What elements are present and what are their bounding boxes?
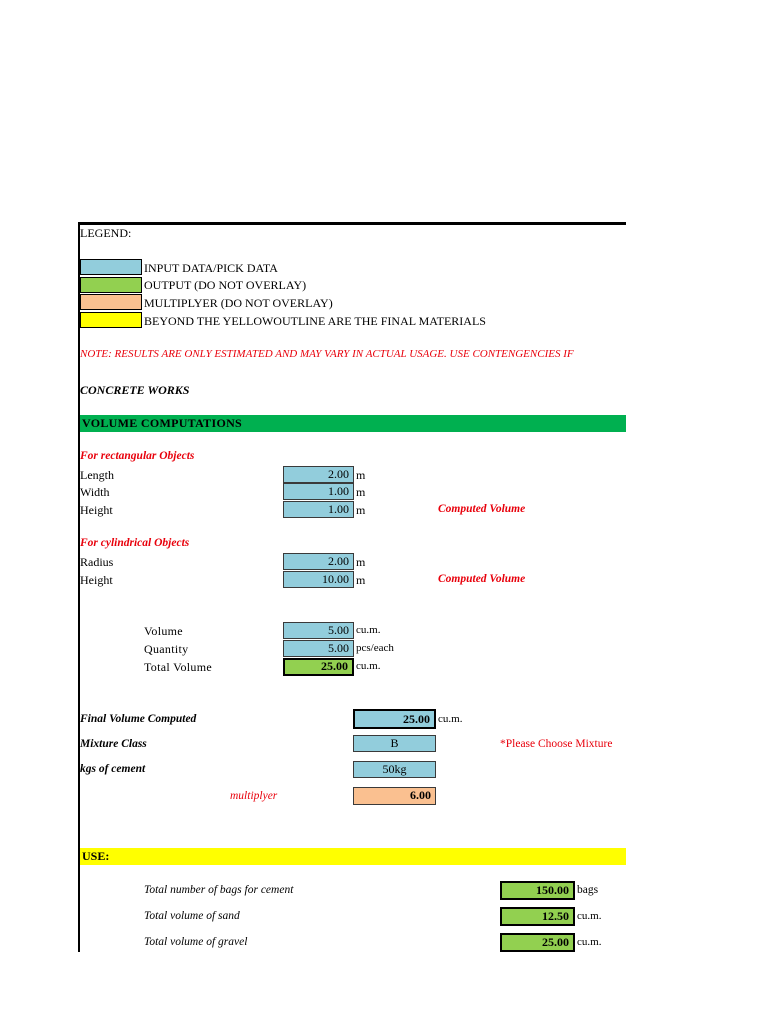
cyl-height-label: Height xyxy=(80,573,113,587)
rect-length-unit: m xyxy=(356,468,366,482)
rect-length-label: Length xyxy=(80,468,114,482)
result-gravel-label: Total volume of gravel xyxy=(144,936,248,948)
section-title: CONCRETE WORKS xyxy=(80,383,190,397)
volume-input[interactable]: 5.00 xyxy=(283,622,354,639)
result-cement-label: Total number of bags for cement xyxy=(144,884,294,896)
result-cement-output: 150.00 xyxy=(500,881,575,900)
rect-height-unit: m xyxy=(356,503,366,517)
rect-width-input[interactable]: 1.00 xyxy=(283,483,354,500)
rect-width-label: Width xyxy=(80,485,110,499)
legend-swatch-output xyxy=(80,277,142,293)
rect-height-input[interactable]: 1.00 xyxy=(283,501,354,518)
multiplyer-label: multiplyer xyxy=(230,790,278,802)
legend-label-output: OUTPUT (DO NOT OVERLAY) xyxy=(144,278,307,292)
cement-kgs-label: kgs of cement xyxy=(80,763,146,775)
quantity-unit: pcs/each xyxy=(356,642,394,654)
volume-unit: cu.m. xyxy=(356,624,381,636)
result-gravel-unit: cu.m. xyxy=(577,936,602,948)
result-sand-unit: cu.m. xyxy=(577,910,602,922)
result-gravel-output: 25.00 xyxy=(500,933,575,952)
quantity-input[interactable]: 5.00 xyxy=(283,640,354,657)
legend-label-multiplyer: MULTIPLYER (DO NOT OVERLAY) xyxy=(144,296,333,310)
mixture-class-select[interactable]: B xyxy=(353,735,436,752)
rect-computed-volume-label: Computed Volume xyxy=(438,503,526,515)
legend-label-final: BEYOND THE YELLOWOUTLINE ARE THE FINAL MATERIALS xyxy=(144,314,486,328)
cyl-radius-label: Radius xyxy=(80,555,114,569)
mixture-hint: *Please Choose Mixture xyxy=(500,738,613,750)
use-band xyxy=(80,848,626,865)
rect-height-label: Height xyxy=(80,503,113,517)
rect-length-input[interactable]: 2.00 xyxy=(283,466,354,483)
rect-heading: For rectangular Objects xyxy=(80,450,195,462)
cyl-radius-input[interactable]: 2.00 xyxy=(283,553,354,570)
sheet-top-border xyxy=(78,222,626,225)
legend-title: LEGEND: xyxy=(80,226,132,240)
volume-label: Volume xyxy=(144,624,183,638)
cyl-computed-volume-label: Computed Volume xyxy=(438,573,526,585)
cyl-heading: For cylindrical Objects xyxy=(80,537,190,549)
legend-label-input: INPUT DATA/PICK DATA xyxy=(144,261,278,275)
final-volume-output: 25.00 xyxy=(353,709,436,729)
mixture-class-label: Mixture Class xyxy=(80,738,147,750)
total-volume-label: Total Volume xyxy=(144,660,212,674)
total-volume-unit: cu.m. xyxy=(356,660,381,672)
result-cement-unit: bags xyxy=(577,884,599,896)
result-sand-label: Total volume of sand xyxy=(144,910,240,922)
final-volume-unit: cu.m. xyxy=(438,713,463,725)
legend-swatch-input xyxy=(80,259,142,275)
legend-swatch-multiplyer xyxy=(80,294,142,310)
rect-width-unit: m xyxy=(356,485,366,499)
legend-swatch-final xyxy=(80,312,142,328)
volume-computations-label: VOLUME COMPUTATIONS xyxy=(82,416,243,430)
result-sand-output: 12.50 xyxy=(500,907,575,926)
multiplyer-value: 6.00 xyxy=(353,787,436,805)
use-band-label: USE: xyxy=(82,849,110,863)
cyl-height-unit: m xyxy=(356,573,366,587)
total-volume-output: 25.00 xyxy=(283,658,354,676)
cyl-radius-unit: m xyxy=(356,555,366,569)
cyl-height-input[interactable]: 10.00 xyxy=(283,571,354,588)
volume-computations-band xyxy=(80,415,626,432)
cement-kgs-select[interactable]: 50kg xyxy=(353,761,436,778)
final-volume-label: Final Volume Computed xyxy=(80,713,197,725)
quantity-label: Quantity xyxy=(144,642,189,656)
estimate-note: NOTE: RESULTS ARE ONLY ESTIMATED AND MAY VARY IN ACTUAL USAGE. USE CONTENGENCIES IF xyxy=(80,348,574,360)
